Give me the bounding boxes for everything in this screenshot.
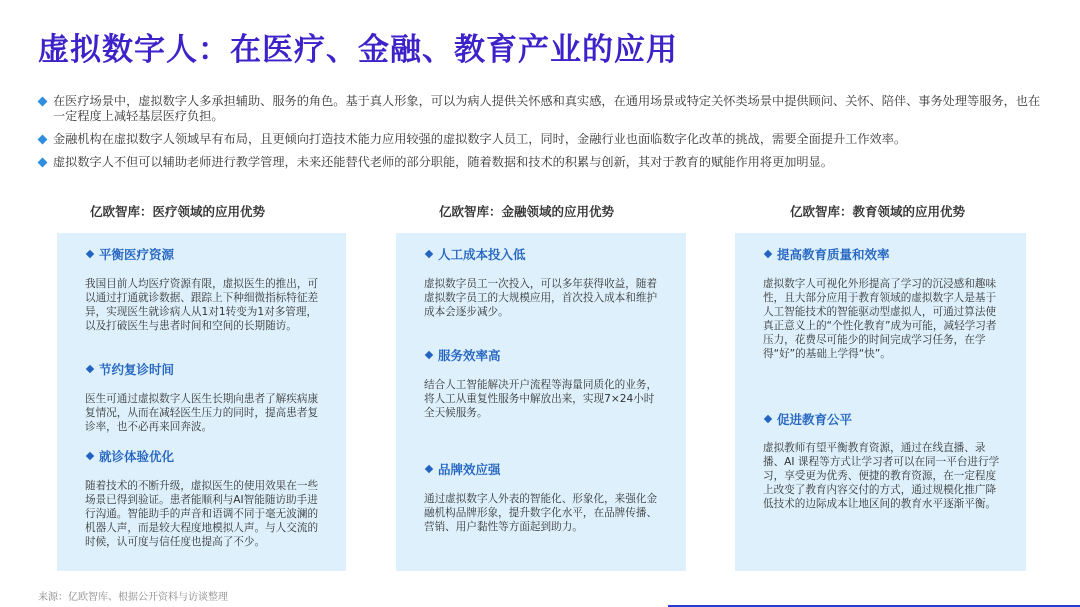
bullet-education <box>38 155 1048 170</box>
section-body: 结合人工智能解决开户流程等海量同质化的业务，将人工从重复性服务中解放出来，实现7×24小时全天候服务。 <box>424 379 658 419</box>
section-title: 提高教育质量和效率 <box>765 245 890 263</box>
panel-medical <box>57 233 346 571</box>
page-title: 虚拟数字人：在医疗、金融、教育产业的应用 <box>38 32 678 68</box>
diamond-bullet-icon <box>425 250 433 258</box>
section-body: 虚拟数字人可视化外形提高了学习的沉浸感和趣味性，且大部分应用于教育领域的虚拟数字人是基于人工智能技术的智能驱动型虚拟人，可通过算法使真正意义上的“个性化教育”成为可能，减轻学习者压力，花费尽可能少的时间完成学习任务，在学得“好”的基础上学得“快”。 <box>763 278 997 360</box>
bullet-text: 虚拟数字人不但可以辅助老师进行教学管理，未来还能替代老师的部分职能，随着数据和技术的积累与创新，其对于教育的赋能作用将更加明显。 <box>53 155 833 169</box>
section-body: 虚拟数字员工一次投入，可以多年获得收益，随着虚拟数字员工的大规模应用，首次投入成本和维护成本会逐步减少。 <box>424 278 658 318</box>
bullet-finance <box>38 132 1048 147</box>
intro-bullets <box>38 94 1048 178</box>
diamond-bullet-icon <box>764 415 772 423</box>
diamond-bullet-icon <box>425 465 433 473</box>
bullet-text: 金融机构在虚拟数字人领域早有布局，且更倾向打造技术能力应用较强的虚拟数字人员工，同时，金融行业也面临数字化改革的挑战，需要全面提升工作效率。 <box>53 132 907 146</box>
column-header-finance: 亿欧智库：金融领域的应用优势 <box>439 204 615 219</box>
bullet-medical <box>38 94 1048 124</box>
section-title: 人工成本投入低 <box>426 245 526 263</box>
panel-education <box>735 233 1026 571</box>
source-note: 来源：亿欧智库、根据公开资料与访谈整理 <box>38 592 228 603</box>
section-body: 我国目前人均医疗资源有限，虚拟医生的推出，可以通过打通就诊数据、跟踪上下种细微指标特征差异，实现医生就诊病人从1对1转变为1对多管理，以及打破医生与患者时间和空间的长期随访。 <box>85 278 319 332</box>
section-title: 就诊体验优化 <box>87 447 174 465</box>
section-body: 通过虚拟数字人外表的智能化、形象化，来强化金融机构品牌形象，提升数字化水平，在品牌传播、营销、用户黏性等方面起到助力。 <box>424 493 658 533</box>
diamond-bullet-icon <box>86 250 94 258</box>
section-body: 随着技术的不断升级，虚拟医生的使用效果在一些场景已得到验证。患者能顺利与AI智能随访助手进行沟通。智能助手的声音和语调不同于毫无波澜的机器人声，而是较大程度地模拟人声。与人交流的时候，认可度与信任度也提高了不少。 <box>85 480 319 548</box>
section-title: 品牌效应强 <box>426 460 501 478</box>
diamond-bullet-icon <box>425 351 433 359</box>
diamond-bullet-icon <box>38 135 48 145</box>
column-header-medical: 亿欧智库：医疗领域的应用优势 <box>90 204 266 219</box>
column-header-education: 亿欧智库：教育领域的应用优势 <box>790 204 966 219</box>
section-title: 促进教育公平 <box>765 410 852 428</box>
diamond-bullet-icon <box>86 365 94 373</box>
diamond-bullet-icon <box>764 250 772 258</box>
diamond-bullet-icon <box>38 97 48 107</box>
section-title: 服务效率高 <box>426 346 501 364</box>
section-body: 虚拟教师有望平衡教育资源，通过在线直播、录播、AI 课程等方式让学习者可以在同一平台进行学习，享受更为优秀、便捷的教育资源，在一定程度上改变了教育内容交付的方式，通过规模化推广降低技术的边际成本让地区间的教育水平逐渐平衡。 <box>763 442 1000 510</box>
panel-finance <box>396 233 686 571</box>
diamond-bullet-icon <box>86 452 94 460</box>
bullet-text: 在医疗场景中，虚拟数字人多承担辅助、服务的角色。基于真人形象，可以为病人提供关怀感和真实感，在通用场景或特定关怀类场景中提供顾问、关怀、陪伴、事务处理等服务，也在一定程度上减轻基层医疗负担。 <box>53 94 1041 123</box>
section-title: 节约复诊时间 <box>87 360 174 378</box>
section-body: 医生可通过虚拟数字人医生长期向患者了解疾病康复情况，从而在减轻医生压力的同时，提高患者复诊率，也不必再来回奔波。 <box>85 393 319 433</box>
diamond-bullet-icon <box>38 158 48 168</box>
section-title: 平衡医疗资源 <box>87 245 174 263</box>
